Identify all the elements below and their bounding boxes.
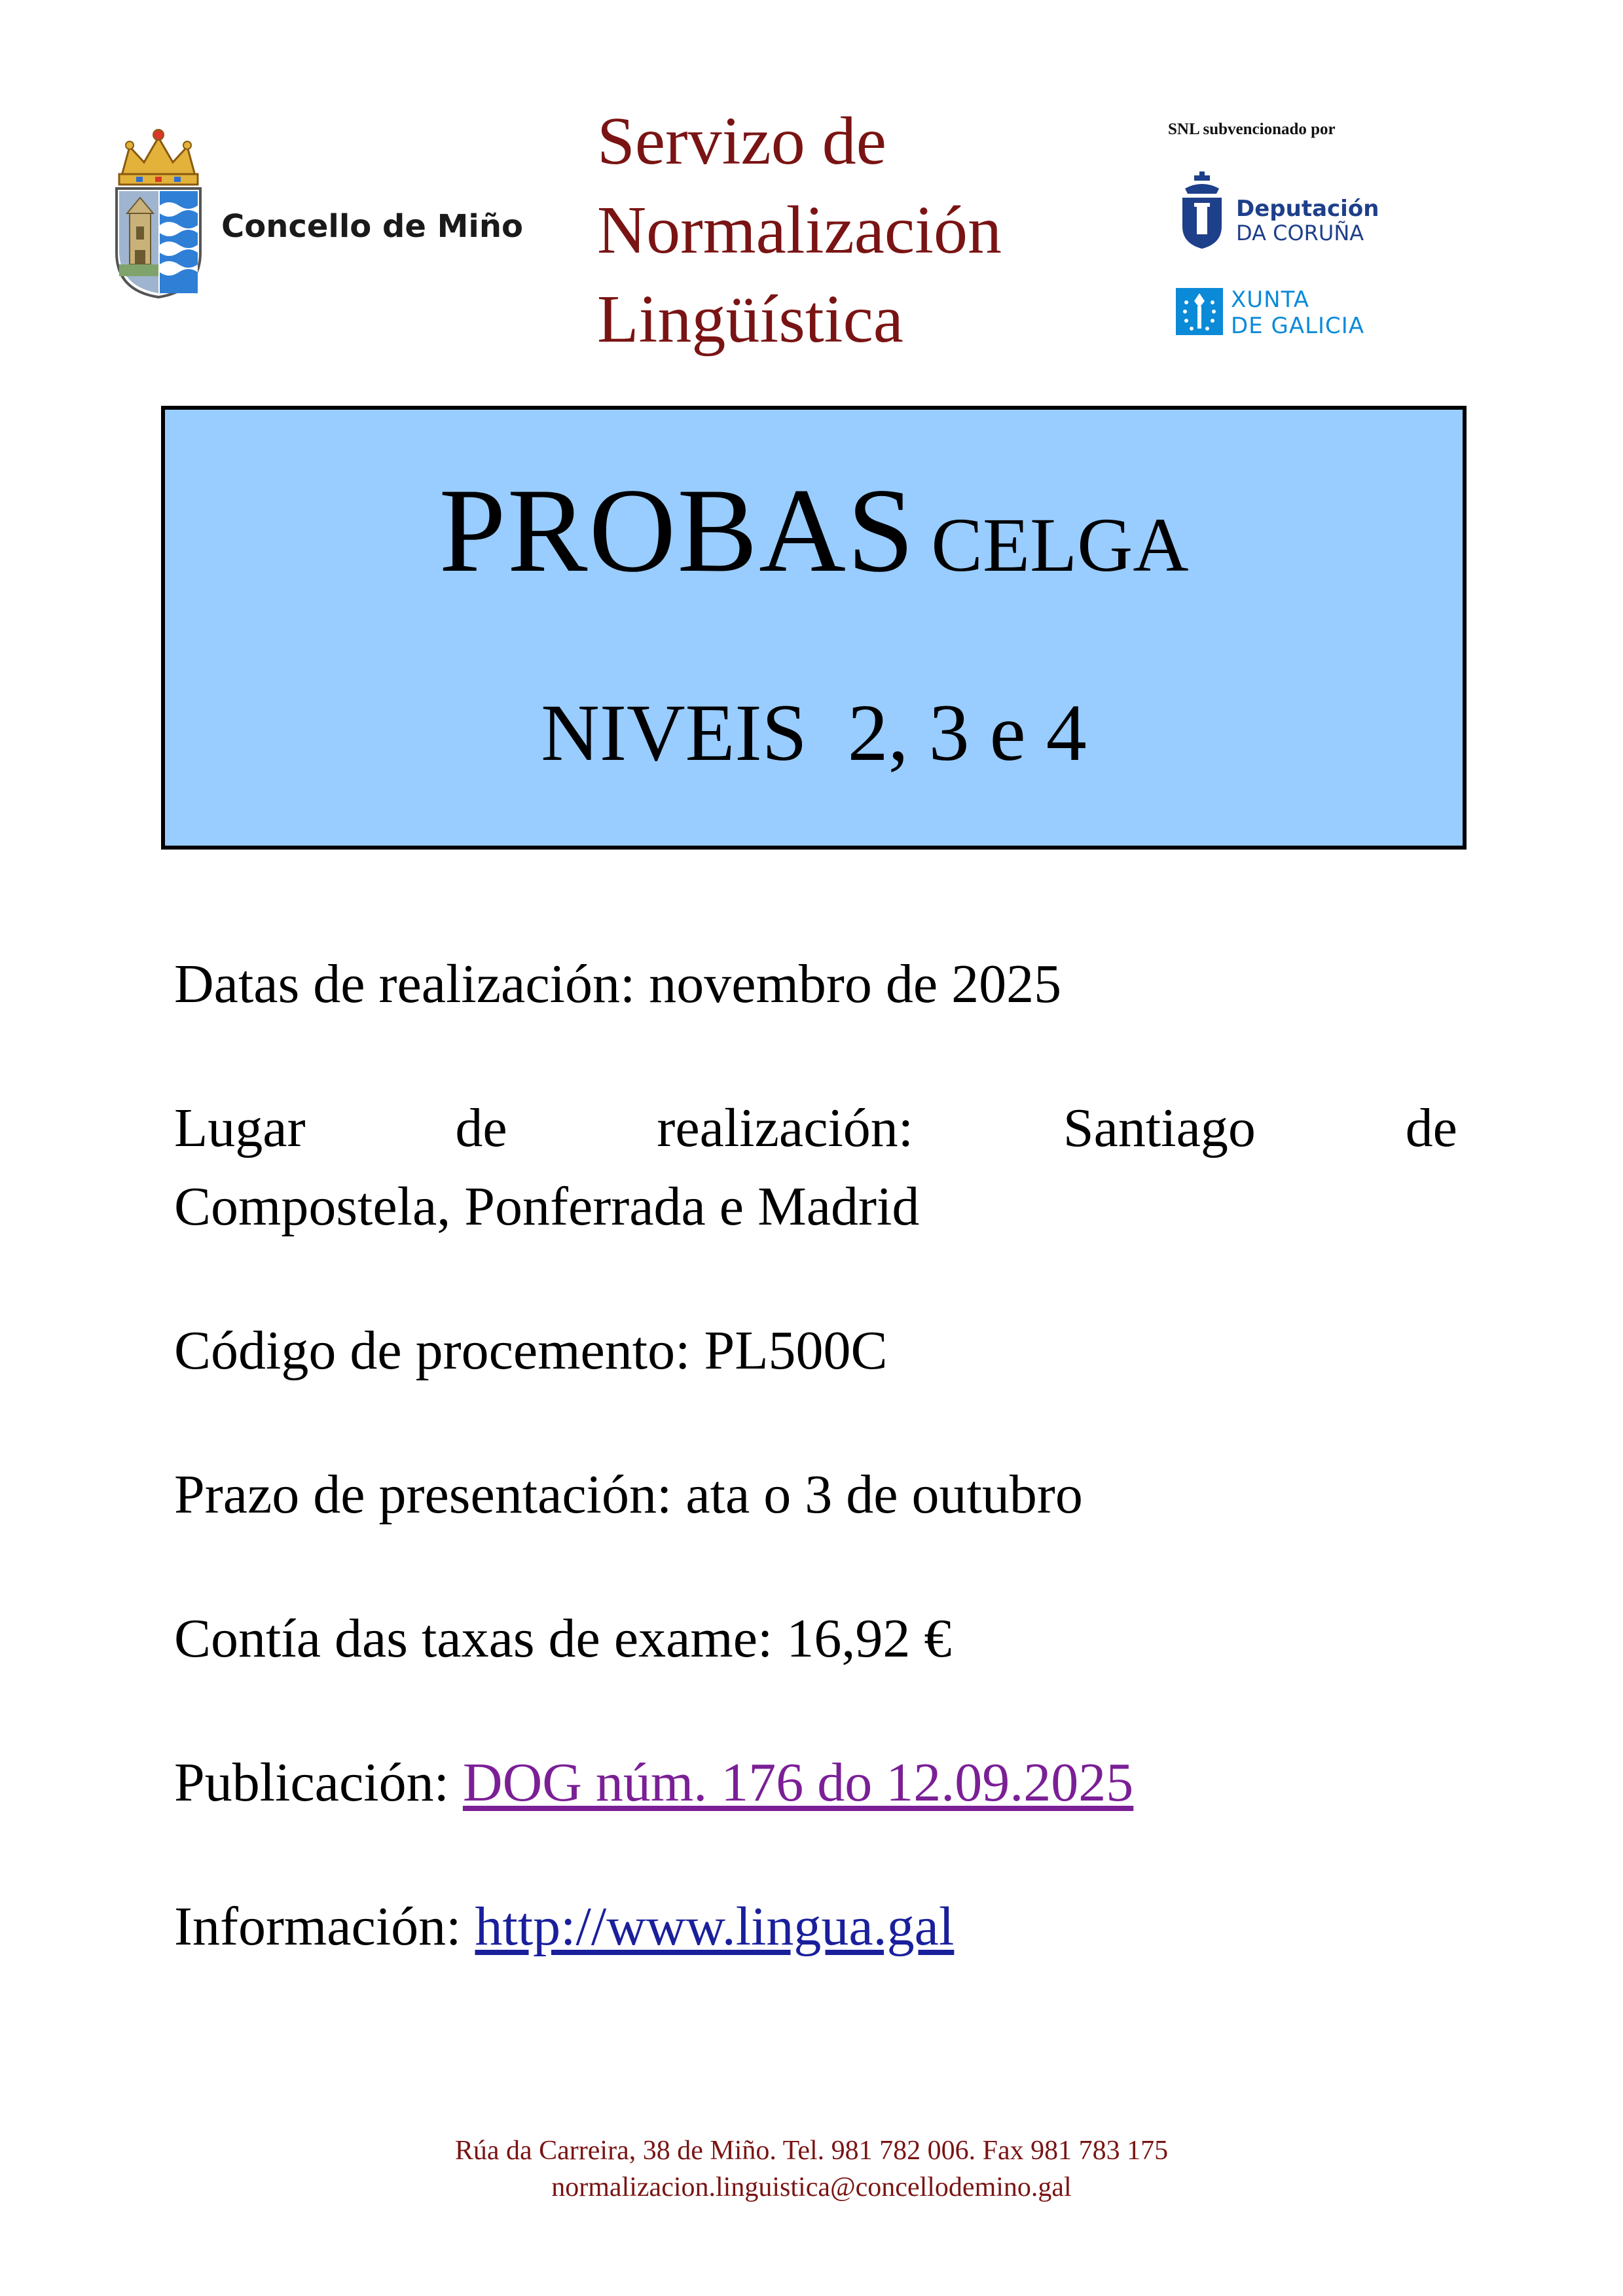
deputacion-name xyxy=(1236,196,1379,245)
service-title-line: Normalización xyxy=(597,192,1002,268)
info-code-label: Código de procemento: xyxy=(174,1320,691,1381)
footer xyxy=(0,2132,1623,2206)
dog-publication-link[interactable]: DOG núm. 176 do 12.09.2025 xyxy=(462,1752,1134,1813)
xunta-logo-icon xyxy=(1176,288,1223,335)
info-dates xyxy=(174,945,1457,1024)
lingua-website-link[interactable]: http://www.lingua.gal xyxy=(475,1896,955,1957)
info-place-word: de xyxy=(1405,1098,1457,1158)
info-code-value: PL500C xyxy=(690,1320,888,1381)
footer-address: Rúa da Carreira, 38 de Miño. Tel. 981 782 006. Fax 981 783 175 xyxy=(454,2136,1169,2166)
info-fee-value: 16,92 € xyxy=(773,1608,952,1669)
info-deadline-label: Prazo de presentación: xyxy=(174,1464,672,1525)
title-sub: CELGA xyxy=(931,502,1189,588)
info-publication xyxy=(174,1744,1457,1822)
service-title-line: Servizo de xyxy=(597,103,886,179)
deputacion-name-line: DA CORUÑA xyxy=(1236,221,1364,245)
title-line xyxy=(165,463,1463,597)
info-place-first-line xyxy=(174,1089,1457,1168)
info-place-word: de xyxy=(455,1098,507,1158)
info-fee xyxy=(174,1600,1457,1678)
info-information-label: Información: xyxy=(174,1896,475,1957)
xunta-name-line: XUNTA xyxy=(1231,287,1309,313)
service-title-line: Lingüística xyxy=(597,281,903,357)
deputacion-name-line: Deputación xyxy=(1236,196,1379,222)
title-main: PROBAS xyxy=(439,463,916,597)
info-deadline-value: ata o 3 de outubro xyxy=(672,1464,1083,1525)
info-deadline xyxy=(174,1456,1457,1534)
service-title xyxy=(597,97,1095,364)
info-information xyxy=(174,1888,1457,1966)
info-place-word: realización: xyxy=(657,1098,914,1158)
info-place-continuation: Compostela, Ponferrada e Madrid xyxy=(174,1176,920,1237)
info-place-word: Santiago xyxy=(1063,1098,1256,1158)
deputacion-logo-icon xyxy=(1176,171,1228,250)
title-levels-text: NIVEIS 2, 3 e 4 xyxy=(541,688,1087,778)
info-dates-value: novembro de 2025 xyxy=(635,954,1062,1014)
info-publication-label: Publicación: xyxy=(174,1752,463,1813)
concello-coat-of-arms-icon xyxy=(110,128,207,300)
title-box xyxy=(161,406,1467,850)
xunta-name-line: DE GALICIA xyxy=(1231,313,1365,339)
municipality-name: Concello de Miño xyxy=(221,208,523,245)
footer-email[interactable]: normalizacion.linguistica@concellodemino.gal xyxy=(551,2172,1072,2202)
title-levels xyxy=(165,688,1463,778)
xunta-name xyxy=(1231,287,1364,339)
info-place xyxy=(174,1089,1457,1246)
info-fee-label: Contía das taxas de exame: xyxy=(174,1608,773,1669)
info-dates-label: Datas de realización: xyxy=(174,954,636,1014)
subsidy-label: SNL subvencionado por xyxy=(1168,120,1336,138)
info-code xyxy=(174,1312,1457,1390)
info-place-word: Lugar xyxy=(174,1098,306,1158)
